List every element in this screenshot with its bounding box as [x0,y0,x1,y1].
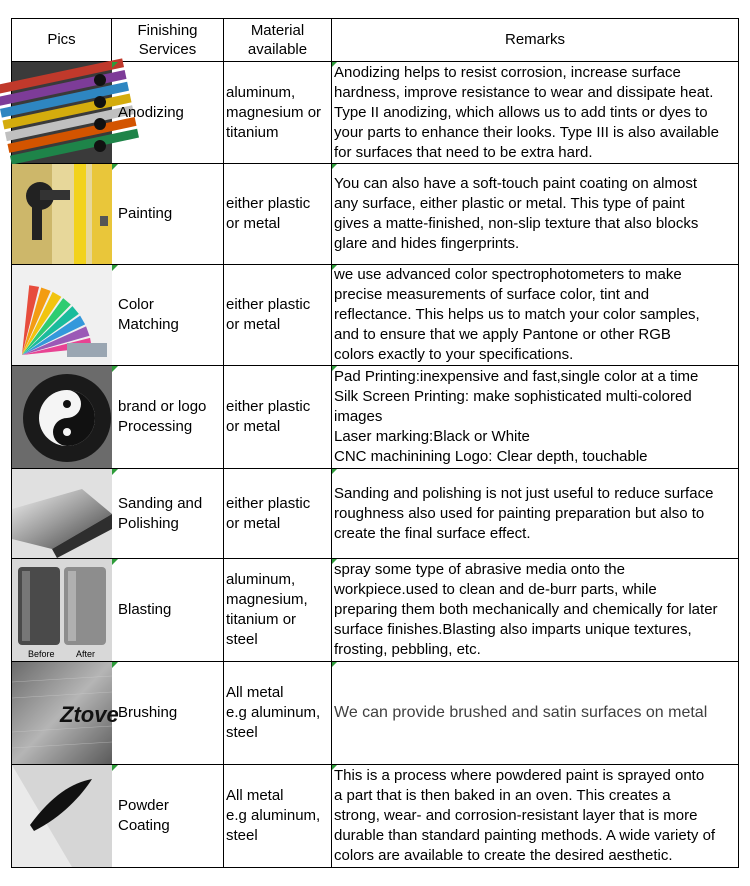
service-name: Painting [112,164,224,265]
remarks-cell [332,164,739,265]
service-name: Color Matching [112,265,224,366]
table-row [12,662,739,765]
brushed-metal-icon [12,662,119,764]
blasting-before-after-icon [12,559,112,661]
remarks-cell [332,765,739,868]
material-cell: either plastic or metal [224,469,332,559]
material-cell: either plastic or metal [224,265,332,366]
remarks-cell [332,559,739,662]
service-name: Powder Coating [112,765,224,868]
material-cell: either plastic or metal [224,164,332,265]
service-name: Anodizing [112,62,224,164]
header-remarks: Remarks [332,19,739,62]
material-cell: aluminum, magnesium, titanium or steel [224,559,332,662]
remarks-text: We can provide brushed and satin surfaces on metal [334,704,708,721]
header-pics: Pics [12,19,112,62]
pic-cell [12,469,112,559]
before-label: Before [28,649,55,659]
pic-cell [12,559,112,662]
remarks-text: This is a process where powdered paint is sprayed onto a part that is then baked in an oven. This creates a strong, wear- and corrosion-resistant layer that is more durable than standard painting methods. A wide variety of colors are available to create the desired aesthetic. [334,767,716,864]
pic-cell [12,265,112,366]
table-row [12,366,739,469]
table-row [12,765,739,868]
service-name: brand or logo Processing [112,366,224,469]
table-row [12,265,739,366]
table-row [12,469,739,559]
polished-metal-icon [12,469,112,558]
material-cell: All metal e.g aluminum, steel [224,765,332,868]
powder-coated-part-icon [12,765,112,867]
after-label: After [76,649,96,659]
header-material: Material available [224,19,332,62]
remarks-text: Pad Printing:inexpensive and fast,single color at a time Silk Screen Printing: make sophisticated multi-colored images Laser marking:Black or White CNC machinining Logo: Clear depth, touchable [334,368,699,465]
table-row [12,559,739,662]
remarks-text: spray some type of abrasive media onto the workpiece.used to clean and de-burr parts, while preparing them both mechanically and chemically for later surface finishes.Blasting also imparts unique textures, frosting, pebbling, etc. [334,561,718,658]
service-name: Sanding and Polishing [112,469,224,559]
remarks-cell [332,265,739,366]
pic-cell [12,765,112,868]
remarks-text: we use advanced color spectrophotometers to make precise measurements of surface color, tint and reflectance. This helps us to match your color samples, and to ensure that we apply Pantone or other RGB colors exactly to your specifications. [334,266,700,363]
remarks-text: Anodizing helps to resist corrosion, increase surface hardness, improve resistance to wear and dissipate heat. Type II anodizing, which allows us to add tints or dyes to your parts to enhance their looks. Type III is also available for surfaces that need to be extra hard. [334,63,719,161]
remarks-cell [332,62,739,164]
anodized-tubes-icon [12,62,112,163]
remarks-text: Sanding and polishing is not just useful to reduce surface roughness also used for painting preparation but also to create the final surface effect. [334,484,714,542]
pic-cell [12,62,112,164]
remarks-text: You can also have a soft-touch paint coating on almost any surface, either plastic or metal. This type of paint gives a matte-finished, non-slip texture that also blocks glare and hides fingerprints. [334,175,699,252]
service-name: Brushing [112,662,224,765]
service-name: Blasting [112,559,224,662]
remarks-cell [332,469,739,559]
brand-logo-text: Ztove [60,702,119,727]
remarks-cell [332,662,739,765]
yin-yang-logo-icon [12,366,112,468]
table-row [12,62,739,164]
material-cell: All metal e.g aluminum, steel [224,662,332,765]
spray-painting-icon [12,164,112,264]
material-cell: aluminum, magnesium or titanium [224,62,332,164]
finishing-services-table [11,18,739,868]
material-cell: either plastic or metal [224,366,332,469]
header-row [12,19,739,62]
pic-cell [12,662,119,765]
table-row [12,164,739,265]
color-swatch-fan-icon [12,265,112,365]
header-services: Finishing Services [112,19,224,62]
pic-cell [12,164,112,265]
remarks-cell [332,366,739,469]
pic-cell [12,366,112,469]
